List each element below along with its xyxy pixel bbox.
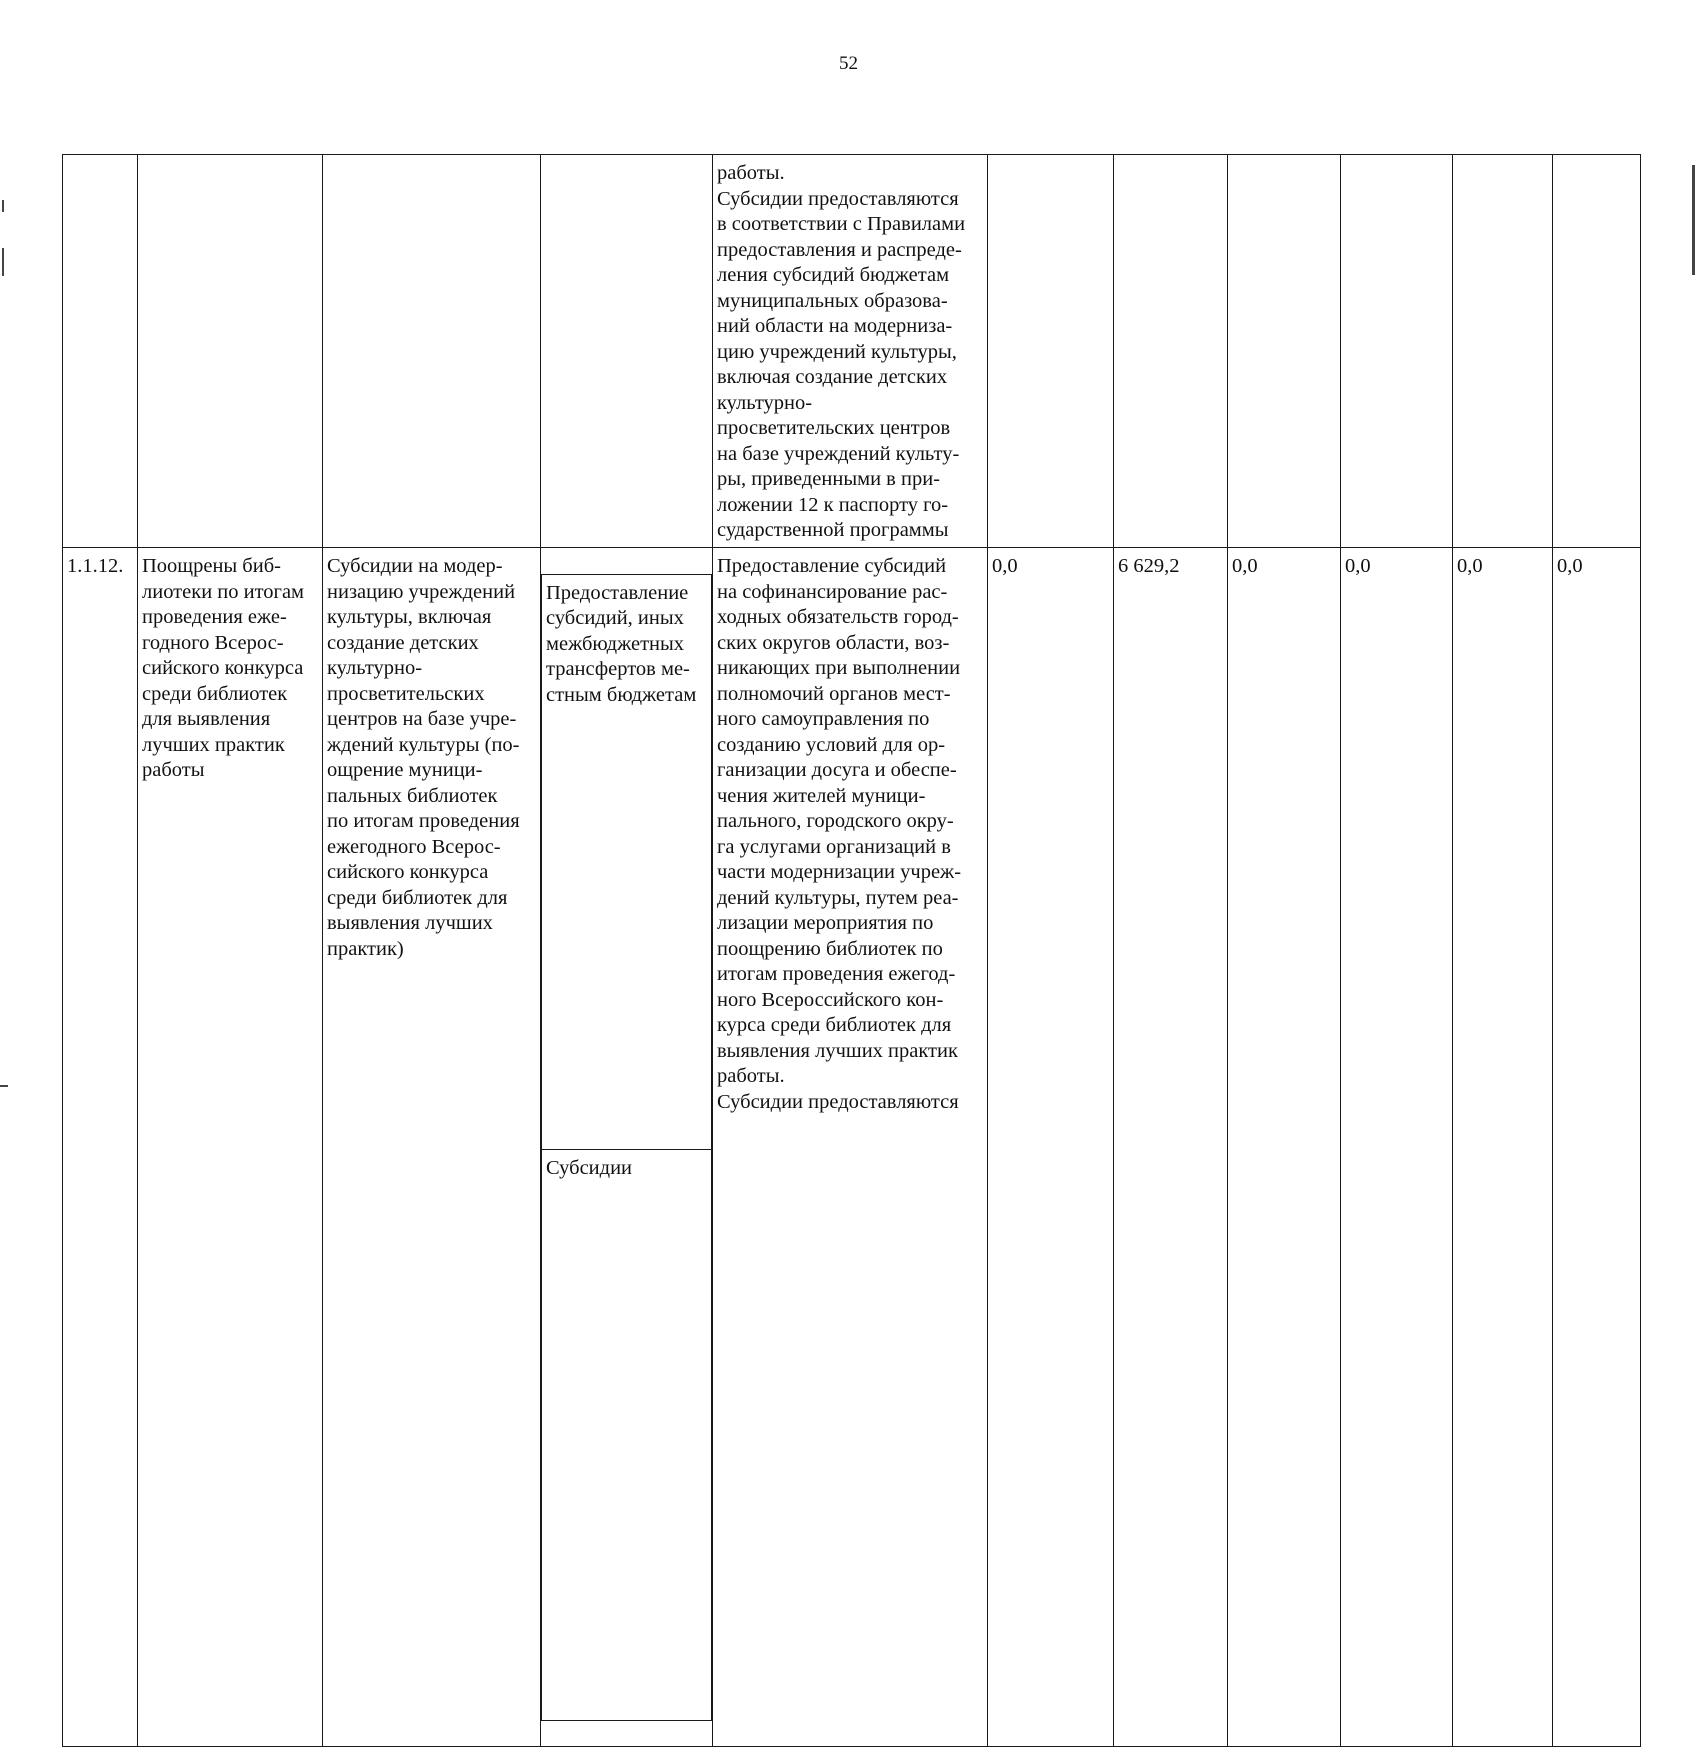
cell-value-3: 0,0 — [1228, 548, 1341, 1747]
cell-result: Поощрены биб- лиотеки по итогам проведения еже- годного Всерос- сийского конкурса среди библиотек для выявления лучших практик работы — [138, 548, 323, 1747]
cell-empty — [138, 155, 323, 548]
cell-type — [541, 548, 713, 1747]
type-subtable — [541, 574, 712, 1721]
cell-empty — [988, 155, 1114, 548]
scan-mark — [2, 200, 4, 212]
cell-empty — [1114, 155, 1228, 548]
cell-empty — [1228, 155, 1341, 548]
cell-empty — [541, 155, 713, 548]
scan-mark — [0, 1085, 8, 1087]
cell-value-2: 6 629,2 — [1114, 548, 1228, 1747]
cell-type-sub: Субсидии — [542, 1149, 712, 1720]
page-number: 52 — [839, 53, 858, 74]
cell-description: Предоставление субсидий на софинансирование рас- ходных обязательств город- ских округов области, воз- никающих при выполнении полномочий органов мест- ного самоуправления по созданию условий для ор- ганизации досуга и обеспе- чения жителей муници- пального, городского окру- га услугами организаций в части модернизации учреж- дений культуры, путем реа- лизации мероприятия по поощрению библиотек по итогам проведения ежегод- ного Всероссийского кон- курса среди библиотек для выявления лучших практик работы. Субсидии предоставляются — [713, 548, 988, 1747]
scan-mark — [2, 248, 4, 276]
cell-empty — [1553, 155, 1641, 548]
cell-row-number: 1.1.12. — [63, 548, 138, 1747]
table-row-1-1-12 — [63, 548, 1641, 1747]
table-row-continuation — [63, 155, 1641, 548]
scan-mark — [1692, 165, 1695, 275]
cell-empty — [63, 155, 138, 548]
cell-type-main: Предоставление субсидий, иных межбюджетных трансфертов ме- стным бюджетам — [542, 574, 712, 1149]
cell-empty — [1453, 155, 1553, 548]
cell-empty — [323, 155, 541, 548]
cell-event: Субсидии на модер- низацию учреждений культуры, включая создание детских культурно- просветительских центров на базе учре- ждений культуры (по- ощрение муници- пальных библиотек по итогам проведения ежегодного Всерос- сийского конкурса среди библиотек для выявления лучших практик) — [323, 548, 541, 1747]
cell-value-5: 0,0 — [1453, 548, 1553, 1747]
cell-value-1: 0,0 — [988, 548, 1114, 1747]
budget-table — [62, 154, 1641, 1747]
cell-value-4: 0,0 — [1341, 548, 1453, 1747]
cell-empty — [1341, 155, 1453, 548]
cell-description-continued: работы. Субсидии предоставляются в соответствии с Правилами предоставления и распреде- ления субсидий бюджетам муниципальных образова- ний области на модерниза- цию учреждений культуры, включая создание детских культурно- просветительских центров на базе учреждений культу- ры, приведенными в при- ложении 12 к паспорту го- сударственной программы — [713, 155, 988, 548]
cell-value-6: 0,0 — [1553, 548, 1641, 1747]
